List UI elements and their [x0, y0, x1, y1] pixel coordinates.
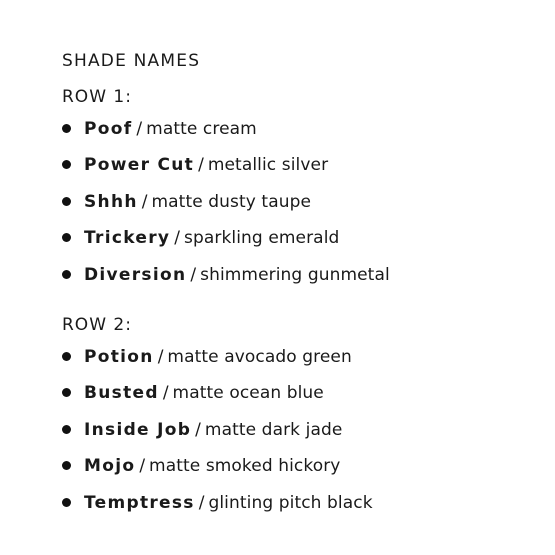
- row-2-list: [62, 344, 542, 526]
- bullet-icon: [62, 498, 71, 507]
- shade-description: matte avocado green: [167, 346, 352, 367]
- list-item: [62, 417, 542, 453]
- separator: /: [136, 119, 143, 139]
- list-item: [62, 116, 542, 152]
- bullet-icon: [62, 124, 71, 133]
- shade-description: matte smoked hickory: [149, 456, 341, 477]
- separator: /: [198, 155, 204, 176]
- list-item: [62, 490, 542, 526]
- separator: /: [198, 492, 205, 513]
- list-item: [62, 189, 542, 225]
- bullet-icon: [62, 461, 71, 470]
- separator: /: [174, 228, 180, 249]
- list-item: [62, 225, 542, 261]
- shade-name: Busted: [84, 383, 159, 404]
- separator: /: [157, 346, 164, 367]
- shade-name: Diversion: [84, 264, 187, 285]
- separator: /: [139, 456, 146, 477]
- list-item: [62, 152, 542, 188]
- shade-name: Mojo: [84, 456, 136, 477]
- shade-description: matte dark jade: [204, 419, 343, 440]
- shade-name: Inside Job: [84, 419, 192, 440]
- shade-description: glinting pitch black: [208, 492, 373, 513]
- list-item: [62, 380, 542, 416]
- bullet-icon: [62, 270, 71, 279]
- shade-description: matte dusty taupe: [151, 191, 312, 212]
- shade-name: Poof: [84, 119, 133, 139]
- row-1-list: [62, 116, 542, 298]
- shade-description: matte ocean blue: [172, 383, 324, 404]
- shade-name: Trickery: [84, 228, 171, 249]
- shade-name: Temptress: [84, 492, 195, 513]
- list-item: [62, 262, 542, 298]
- bullet-icon: [62, 388, 71, 397]
- row-1-label: ROW 1:: [62, 87, 132, 107]
- separator: /: [195, 419, 201, 440]
- bullet-icon: [62, 352, 71, 361]
- separator: /: [190, 264, 197, 285]
- shade-description: sparkling emerald: [184, 228, 340, 249]
- bullet-icon: [62, 233, 71, 242]
- bullet-icon: [62, 160, 71, 169]
- shade-names-document: [62, 48, 542, 526]
- shade-name: Potion: [84, 346, 154, 367]
- shade-name: Power Cut: [84, 155, 195, 176]
- row-2-label: ROW 2:: [62, 314, 132, 335]
- bullet-icon: [62, 197, 71, 206]
- shade-description: shimmering gunmetal: [200, 264, 390, 285]
- shade-name: Shhh: [84, 191, 138, 212]
- page-title: SHADE NAMES: [62, 51, 201, 71]
- separator: /: [162, 383, 169, 404]
- separator: /: [141, 191, 148, 212]
- bullet-icon: [62, 425, 71, 434]
- shade-description: metallic silver: [207, 155, 329, 176]
- shade-description: matte cream: [146, 119, 257, 139]
- list-item: [62, 453, 542, 489]
- list-item: [62, 344, 542, 380]
